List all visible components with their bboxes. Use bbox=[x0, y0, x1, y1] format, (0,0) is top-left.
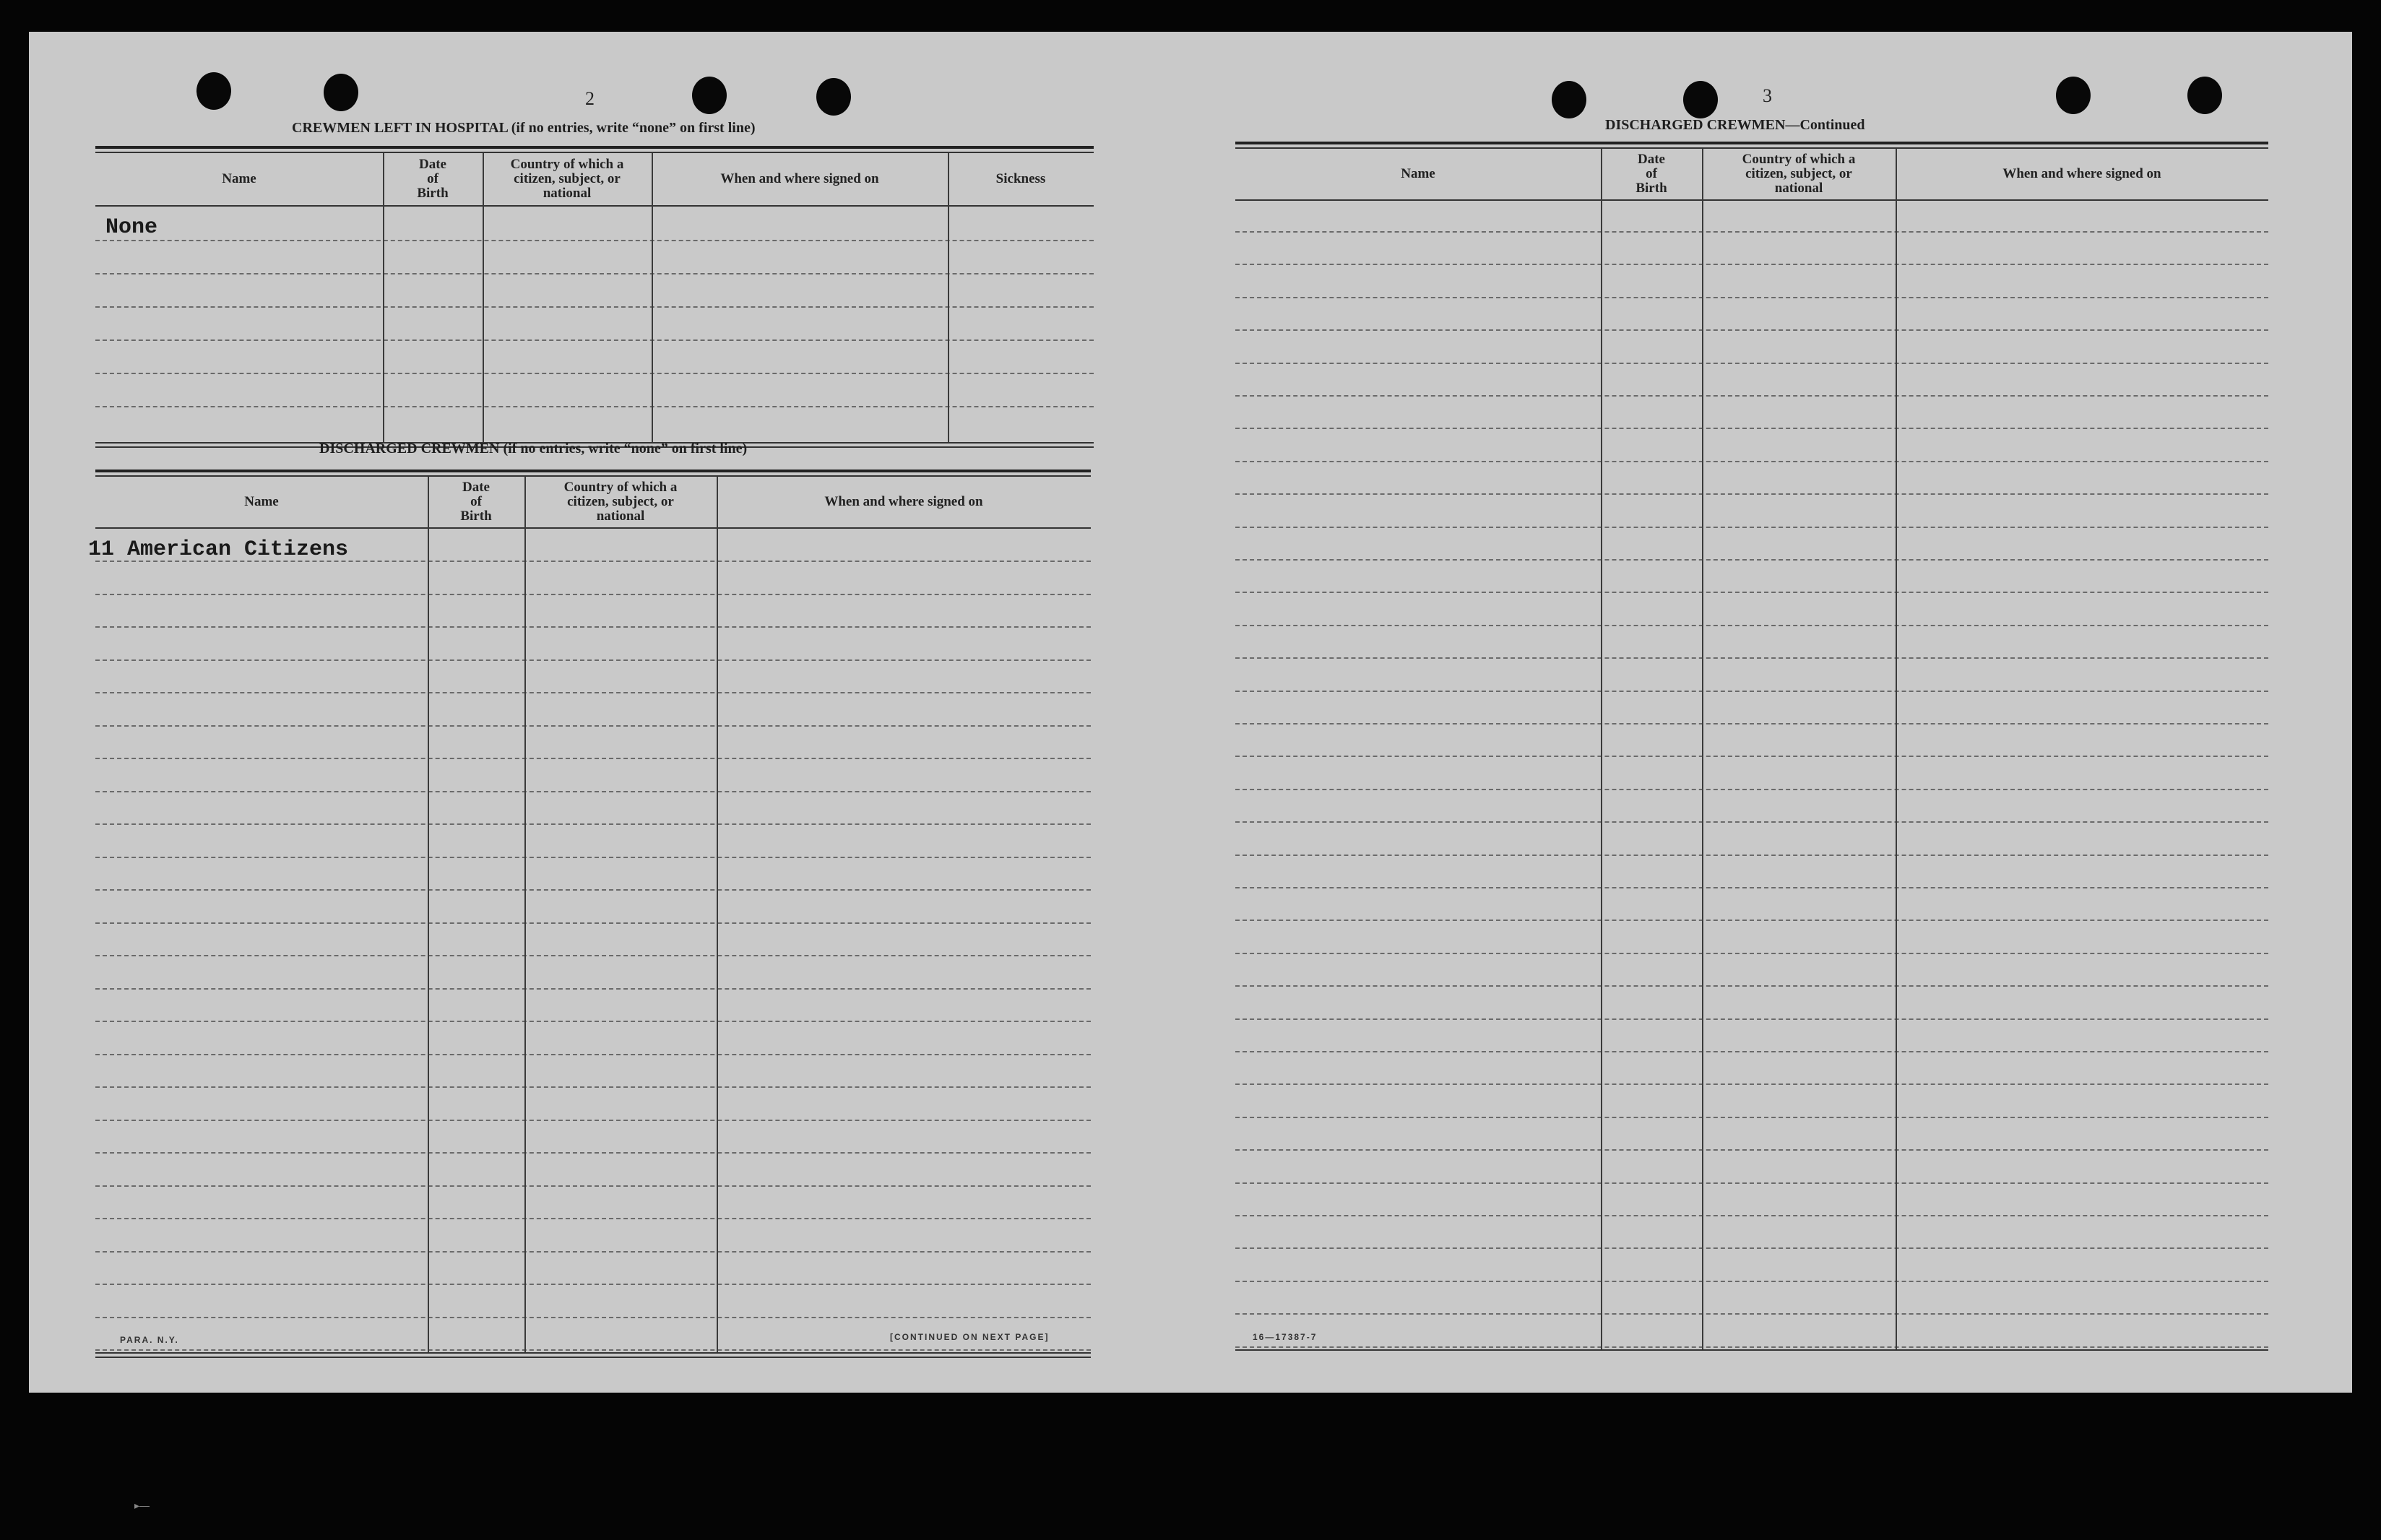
ruled-line bbox=[95, 758, 1091, 759]
ruled-line bbox=[1235, 855, 2268, 856]
hospital-section-title: CREWMEN LEFT IN HOSPITAL (if no entries, write “none” on first line) bbox=[292, 120, 756, 136]
ruled-line bbox=[1235, 821, 2268, 823]
ruled-line bbox=[1235, 920, 2268, 921]
ruled-line bbox=[1235, 428, 2268, 429]
ruled-line bbox=[1235, 1247, 2268, 1249]
ruled-line bbox=[95, 1152, 1091, 1154]
ruled-line bbox=[1235, 625, 2268, 626]
discharged-continued-title: DISCHARGED CREWMEN—Continued bbox=[1605, 117, 1865, 133]
punch-hole bbox=[1683, 81, 1718, 118]
ruled-line bbox=[95, 1349, 1091, 1351]
column-header-country: Country of which a citizen, subject, or national bbox=[1742, 152, 1856, 196]
ruled-line bbox=[1235, 1018, 2268, 1020]
ruled-line bbox=[1235, 953, 2268, 954]
ruled-line bbox=[95, 1218, 1091, 1219]
ruled-line bbox=[95, 1086, 1091, 1088]
ruled-line bbox=[1235, 329, 2268, 331]
footer-continued-note: [CONTINUED ON NEXT PAGE] bbox=[890, 1332, 1050, 1342]
footer-printer-mark: PARA. N.Y. bbox=[120, 1335, 179, 1345]
ruled-line bbox=[1235, 395, 2268, 397]
punch-hole bbox=[816, 78, 851, 116]
ruled-line bbox=[95, 594, 1091, 595]
ruled-line bbox=[1235, 1281, 2268, 1282]
ruled-line bbox=[95, 1021, 1091, 1022]
ruled-line bbox=[1235, 461, 2268, 462]
hospital-table bbox=[95, 146, 1094, 449]
ruled-line bbox=[95, 1120, 1091, 1121]
page-number-right: 3 bbox=[1763, 85, 1772, 106]
column-header-sickness: Sickness bbox=[995, 171, 1046, 186]
column-header-name: Name bbox=[222, 171, 256, 186]
ruled-line bbox=[95, 1054, 1091, 1055]
hospital-entry-text: None bbox=[105, 215, 158, 240]
punch-hole bbox=[324, 74, 358, 111]
column-header-name: Name bbox=[244, 494, 279, 509]
column-header-country: Country of which a citizen, subject, or national bbox=[563, 480, 678, 524]
discharged-table-left bbox=[88, 470, 1091, 1359]
punch-hole bbox=[2056, 77, 2091, 114]
ruled-line bbox=[1235, 363, 2268, 364]
ruled-line bbox=[1235, 691, 2268, 692]
ruled-line bbox=[95, 988, 1091, 990]
ruled-line bbox=[1235, 1215, 2268, 1216]
column-header-signed-on: When and where signed on bbox=[720, 171, 879, 186]
ruled-line bbox=[95, 791, 1091, 792]
ruled-line bbox=[95, 922, 1091, 924]
punch-hole bbox=[692, 77, 727, 114]
ruled-line bbox=[1235, 1182, 2268, 1184]
ruled-line bbox=[1235, 1083, 2268, 1085]
discharged-section-title: DISCHARGED CREWMEN (if no entries, write “none” on first line) bbox=[319, 441, 748, 457]
ruled-line bbox=[1235, 1051, 2268, 1052]
column-header-date-of-birth: Date of Birth bbox=[417, 157, 449, 201]
ruled-line bbox=[1235, 887, 2268, 888]
ruled-line bbox=[95, 823, 1091, 825]
ruled-line bbox=[1235, 264, 2268, 265]
ruled-line bbox=[95, 626, 1091, 628]
ruled-line bbox=[1235, 231, 2268, 233]
ruled-line bbox=[1235, 1313, 2268, 1315]
ruled-line bbox=[95, 1185, 1091, 1187]
column-header-country: Country of which a citizen, subject, or national bbox=[510, 157, 624, 201]
punch-hole bbox=[1552, 81, 1586, 118]
ruled-line bbox=[95, 1251, 1091, 1253]
ruled-line bbox=[1235, 657, 2268, 659]
ruled-line bbox=[95, 1317, 1091, 1318]
scan-artifact: ▸— bbox=[134, 1500, 150, 1511]
footer-form-number: 16—17387-7 bbox=[1253, 1332, 1318, 1342]
ruled-line bbox=[1235, 985, 2268, 987]
punch-hole bbox=[2187, 77, 2222, 114]
column-header-date-of-birth: Date of Birth bbox=[460, 480, 492, 524]
ruled-line bbox=[1235, 592, 2268, 593]
column-header-date-of-birth: Date of Birth bbox=[1635, 152, 1667, 196]
punch-hole bbox=[196, 72, 231, 110]
ruled-line bbox=[95, 659, 1091, 661]
column-header-signed-on: When and where signed on bbox=[824, 494, 983, 509]
ruled-line bbox=[1235, 493, 2268, 495]
ruled-line bbox=[1235, 1346, 2268, 1348]
ruled-line bbox=[1235, 1149, 2268, 1151]
discharged-table-right bbox=[1235, 142, 2268, 1355]
ruled-line bbox=[95, 889, 1091, 891]
ruled-line bbox=[1235, 297, 2268, 298]
ruled-line bbox=[95, 857, 1091, 858]
ruled-line bbox=[95, 1284, 1091, 1285]
ruled-line bbox=[1235, 1117, 2268, 1118]
page-number-left: 2 bbox=[585, 88, 595, 109]
column-header-name: Name bbox=[1401, 166, 1435, 181]
ruled-line bbox=[1235, 559, 2268, 561]
ruled-line bbox=[95, 725, 1091, 727]
scanned-document-sheet bbox=[29, 32, 2352, 1393]
ruled-line bbox=[95, 955, 1091, 956]
ruled-line bbox=[1235, 723, 2268, 724]
ruled-line bbox=[1235, 756, 2268, 757]
discharged-entry-text: 11 American Citizens bbox=[88, 537, 349, 562]
ruled-line bbox=[1235, 527, 2268, 528]
column-header-signed-on: When and where signed on bbox=[2002, 166, 2161, 181]
ruled-line bbox=[1235, 789, 2268, 790]
ruled-line bbox=[95, 692, 1091, 693]
